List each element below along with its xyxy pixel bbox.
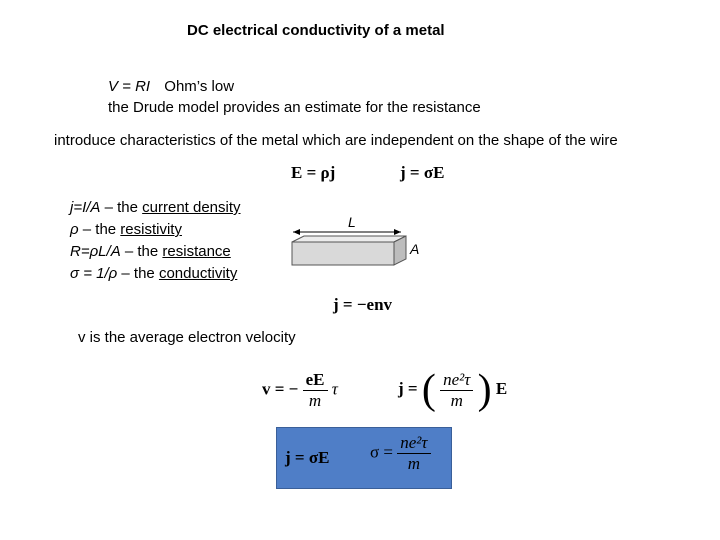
def-symbol: R=ρL/A (70, 243, 121, 260)
box-sigma-equation (370, 433, 431, 474)
box-ohm-equation: j = σE (285, 448, 330, 467)
def-term: resistance (162, 243, 231, 260)
velocity-equation (262, 370, 338, 411)
velocity-description: v is the average electron velocity (78, 329, 296, 346)
box-sigma-numerator: ne²τ (397, 433, 430, 454)
velocity-tail: τ (331, 379, 338, 399)
def-symbol: ρ (70, 221, 79, 238)
velocity-denominator: m (308, 391, 322, 410)
conductivity-equation: j = σE (400, 163, 445, 182)
current-density-drude-equation (398, 366, 507, 414)
length-label: L (348, 214, 356, 230)
def-symbol: σ = 1/ρ (70, 265, 118, 282)
j-denominator: m (450, 390, 463, 410)
definition-conductivity (70, 263, 241, 285)
def-dash: – the (120, 243, 163, 260)
box-sigma-lhs: σ = (370, 442, 394, 462)
velocity-fraction (303, 370, 328, 411)
page-title: DC electrical conductivity of a metal (187, 22, 445, 39)
drude-model-line: the Drude model provides an estimate for the resistance (108, 99, 481, 116)
box-sigma-denominator: m (407, 454, 421, 473)
def-term: current density (142, 199, 241, 216)
j-tail: E (495, 378, 508, 398)
definition-resistance (70, 241, 241, 263)
definition-resistivity (70, 219, 241, 241)
def-term: conductivity (158, 265, 238, 282)
def-symbol: j=I/A (70, 199, 101, 216)
def-term: resistivity (120, 221, 182, 238)
right-paren: ) (477, 367, 492, 413)
wire-bar-front (292, 242, 394, 265)
velocity-lhs: v = − (262, 379, 299, 399)
ohms-law-line (108, 78, 234, 95)
wire-bar-top (292, 236, 406, 242)
ohms-law-label: Ohm’s low (164, 78, 235, 95)
result-box (276, 427, 452, 489)
intro-line: introduce characteristics of the metal which are independent on the shape of the wire (54, 132, 618, 149)
area-label: A (410, 241, 420, 257)
def-dash: – the (78, 221, 121, 238)
j-fraction (440, 370, 473, 411)
definitions-list (70, 197, 241, 285)
def-dash: – the (100, 199, 143, 216)
j-lhs: j = (398, 378, 418, 398)
definition-current-density (70, 197, 241, 219)
j-numerator: ne²τ (440, 370, 473, 391)
arrow-head-right (394, 229, 401, 235)
ohms-law-equation: V = RI (108, 78, 151, 95)
resistivity-equation: E = ρj (291, 163, 336, 182)
arrow-head-left (293, 229, 300, 235)
left-paren: ( (421, 367, 436, 413)
def-dash: – the (117, 265, 159, 282)
box-sigma-fraction (397, 433, 430, 474)
velocity-numerator: eE (303, 370, 328, 391)
current-density-equation (333, 295, 392, 315)
eq-current-density: j = −env (333, 295, 393, 314)
